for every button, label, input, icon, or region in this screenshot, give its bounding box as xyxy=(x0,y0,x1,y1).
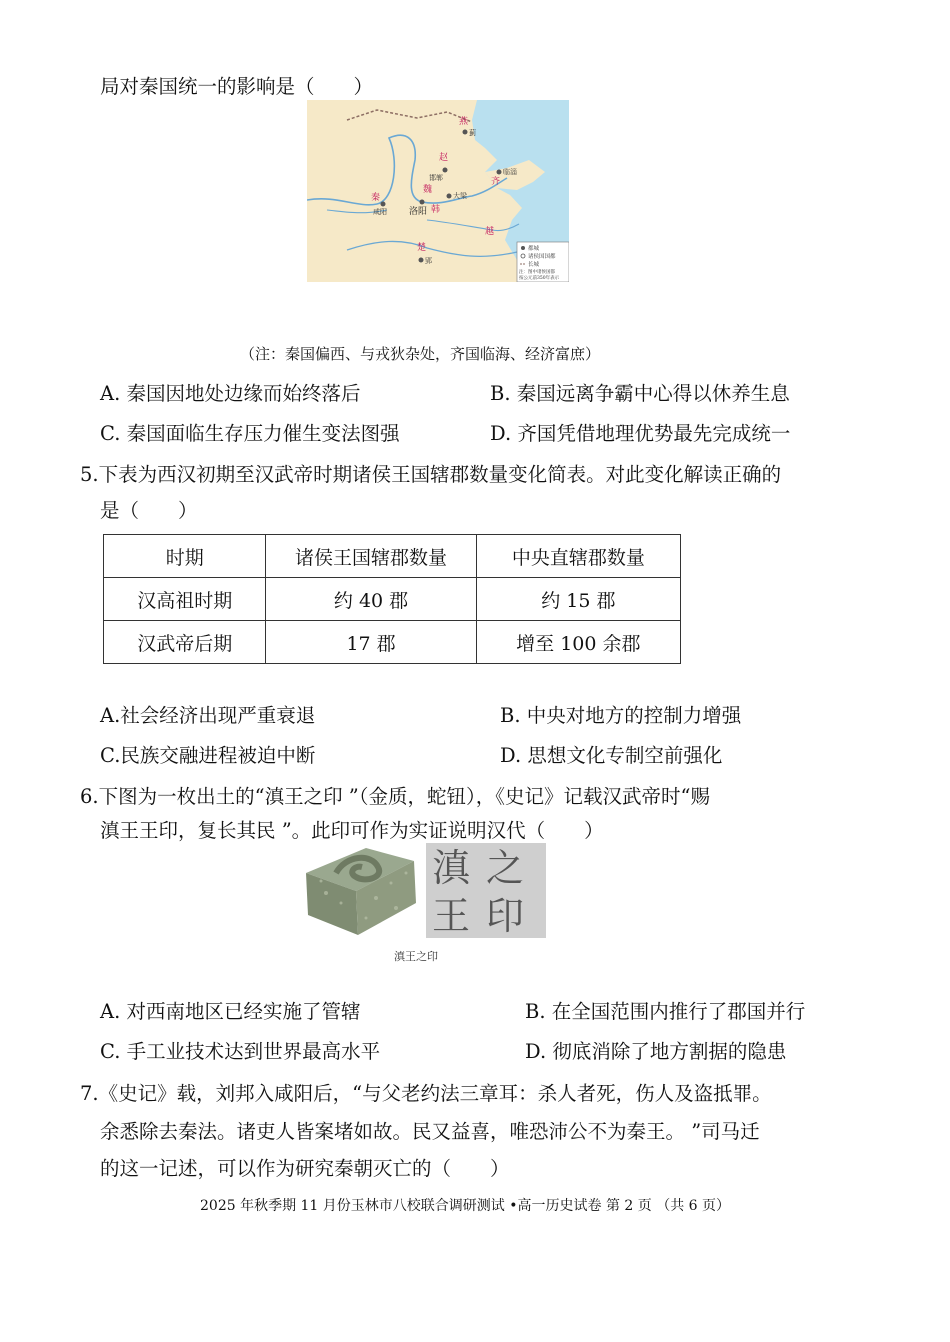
q7-line1: 7.《史记》载，刘邦入咸阳后，“与父老约法三章耳：杀人者死，伤人及盗抵罪。 xyxy=(80,1082,772,1105)
map-label-xianyang: 咸阳 xyxy=(373,208,387,216)
map-river-huai xyxy=(427,220,519,231)
map-label-wei: 魏 xyxy=(423,185,433,195)
q4-option-b[interactable]: B. 秦国远离争霸中心得以休养生息 xyxy=(490,382,790,405)
map-label-ying: 郢 xyxy=(425,257,432,265)
table-cell: 约 40 郡 xyxy=(266,578,476,621)
seal-char: 滇 xyxy=(432,846,471,890)
q4-option-a[interactable]: A. 秦国因地处边缘而始终落后 xyxy=(100,382,361,405)
q6-option-a[interactable]: A. 对西南地区已经实施了管辖 xyxy=(100,1000,361,1023)
map-label-luoyang: 洛阳 xyxy=(409,207,428,217)
map-legend-3: 长城 xyxy=(528,262,540,268)
city-linzi-marker xyxy=(497,170,502,175)
table-header-cell: 中央直辖郡数量 xyxy=(476,535,680,578)
map-legend-2: 诸侯国国都 xyxy=(528,254,556,260)
map-label-chu: 楚 xyxy=(417,243,427,253)
table-cell: 汉高祖时期 xyxy=(104,578,266,621)
q5-stem-line2: 是（ ） xyxy=(100,499,198,522)
table-cell: 17 郡 xyxy=(266,621,476,664)
map-legend-4: 注：图中诸侯国都 xyxy=(519,270,555,275)
table-cell: 汉武帝后期 xyxy=(104,621,266,664)
seal-char: 印 xyxy=(486,894,525,938)
map-label-zhao: 赵 xyxy=(439,153,449,163)
seal-photo xyxy=(296,843,556,968)
map-great-wall xyxy=(347,110,472,122)
city-ji-marker xyxy=(463,130,468,135)
q5-option-a[interactable]: A.社会经济出现严重衰退 xyxy=(100,704,316,727)
map-label-daliang: 大梁 xyxy=(453,192,467,200)
map-river-han xyxy=(347,241,517,256)
city-luoyang-marker xyxy=(420,200,425,205)
seal-caption: 滇王之印 xyxy=(394,950,438,963)
city-daliang-marker xyxy=(447,194,452,199)
q5-table xyxy=(103,534,681,664)
city-ying-marker xyxy=(419,258,424,263)
q6-option-c[interactable]: C. 手工业技术达到世界最高水平 xyxy=(100,1040,381,1063)
table-cell: 增至 100 余郡 xyxy=(476,621,680,664)
q5-option-d[interactable]: D. 思想文化专制空前强化 xyxy=(500,744,723,767)
table-header-row xyxy=(104,535,681,578)
map-river-yellow xyxy=(307,135,507,205)
map-label-linzi: 临淄 xyxy=(503,168,517,176)
table-header-cell: 诸侯王国辖郡数量 xyxy=(266,535,476,578)
q6-stem-line2: 滇王王印，复长其民 ”。此印可作为实证说明汉代（ ） xyxy=(100,819,604,842)
map-svg xyxy=(307,100,569,282)
map-label-qin: 秦 xyxy=(371,193,381,203)
table-row xyxy=(104,578,681,621)
map-label-han: 韩 xyxy=(431,205,441,215)
map-label-ji: 蓟 xyxy=(469,129,476,137)
table-row xyxy=(104,621,681,664)
q4-stem-tail: 局对秦国统一的影响是（ ） xyxy=(100,75,374,98)
q6-stem-line1: 6.下图为一枚出土的“滇王之印 ”（金质，蛇钮），《史记》记载汉武帝时“赐 xyxy=(80,785,710,808)
q6-option-b[interactable]: B. 在全国范围内推行了郡国并行 xyxy=(525,1000,806,1023)
q4-option-d[interactable]: D. 齐国凭借地理优势最先完成统一 xyxy=(490,422,791,445)
city-handan-marker xyxy=(443,168,448,173)
map-label-handan: 邯郸 xyxy=(429,174,443,182)
city-xianyang-marker xyxy=(381,202,386,207)
q7-line2: 余悉除去秦法。诸吏人皆案堵如故。民又益喜，唯恐沛公不为秦王。 ”司马迁 xyxy=(100,1120,760,1143)
q5-option-c[interactable]: C.民族交融进程被迫中断 xyxy=(100,744,316,767)
q5-stem-line1: 5.下表为西汉初期至汉武帝时期诸侯王国辖郡数量变化简表。对此变化解读正确的 xyxy=(80,463,782,486)
map-label-qi: 齐 xyxy=(491,177,501,187)
q5-option-b[interactable]: B. 中央对地方的控制力增强 xyxy=(500,704,742,727)
table-cell: 约 15 郡 xyxy=(476,578,680,621)
map-label-yue: 越 xyxy=(485,227,495,237)
page-footer: 2025 年秋季期 11 月份玉林市八校联合调研测试 •高一历史试卷 第 2 页 （共 6 页） xyxy=(200,1198,731,1214)
q7-line3: 的这一记述，可以作为研究秦朝灭亡的（ ） xyxy=(100,1157,510,1180)
q4-note: （注：秦国偏西、与戎狄杂处，齐国临海、经济富庶） xyxy=(240,345,601,363)
map-legend-5: 按公元前350年表示 xyxy=(519,276,560,281)
q6-option-d[interactable]: D. 彻底消除了地方割据的隐患 xyxy=(525,1040,787,1063)
map-legend-1: 都城 xyxy=(528,246,540,252)
warring-states-map xyxy=(307,100,569,282)
seal-char: 王 xyxy=(432,894,471,938)
map-label-yan: 燕 xyxy=(459,117,469,127)
q4-option-c[interactable]: C. 秦国面临生存压力催生变法图强 xyxy=(100,422,400,445)
seal-svg xyxy=(296,843,556,968)
seal-char: 之 xyxy=(486,846,525,890)
table-header-cell: 时期 xyxy=(104,535,266,578)
